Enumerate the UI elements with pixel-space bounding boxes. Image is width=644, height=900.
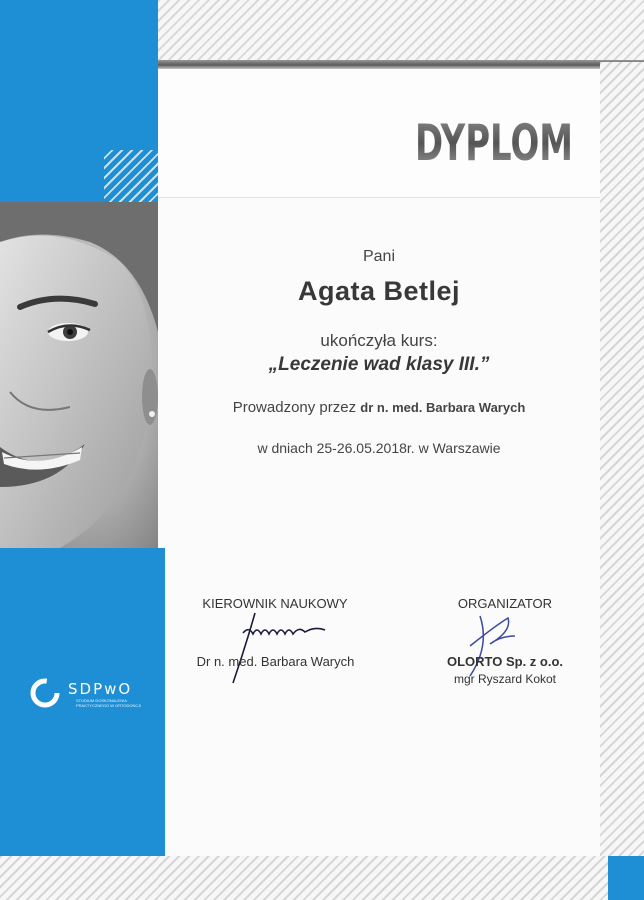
left-signature-icon: [215, 608, 335, 688]
course-title: „Leczenie wad klasy III.”: [268, 354, 490, 375]
date-line: w dniach 25-26.05.2018r. w Warszawie: [257, 440, 501, 456]
logo-subtitle: STUDIUM DOSKONALENIA PRAKTYCZNEGO W ORTODONCJI: [76, 698, 142, 708]
diploma-title-text: DYPLOM: [415, 114, 573, 172]
led-by-line: [158, 399, 600, 416]
silver-header-bar: [158, 60, 644, 69]
right-signature-company: OLORTO Sp. z o.o.: [446, 654, 564, 669]
recipient-name: Agata Betlej: [297, 276, 461, 306]
right-signature-name: mgr Ryszard Kokot: [453, 672, 557, 686]
hatched-border-right: [600, 62, 644, 857]
salutation: Pani: [362, 248, 396, 265]
led-by-name: dr n. med. Barbara Warych: [360, 400, 526, 415]
hatched-border-top: [158, 0, 644, 62]
diagonal-lines-decoration: [104, 150, 158, 202]
right-signature-title: ORGANIZATOR: [457, 596, 553, 611]
smiling-woman-photo: [0, 202, 158, 548]
sdpwo-logo: [28, 674, 158, 724]
led-by-prefix: Prowadzony przez: [232, 399, 357, 416]
diploma-title: [415, 104, 575, 174]
left-signature-name: Dr n. med. Barbara Warych: [196, 654, 355, 669]
hatched-border-bottom-left: [0, 856, 158, 900]
logo-ring-icon: [28, 676, 62, 710]
logo-wordmark: SDPwO: [68, 680, 133, 698]
hatched-border-bottom: [158, 856, 608, 900]
header-divider: [158, 197, 600, 198]
completed-label: ukończyła kurs:: [320, 331, 438, 350]
left-signature-title: KIEROWNIK NAUKOWY: [202, 596, 348, 611]
corner-blue-block: [608, 856, 644, 900]
